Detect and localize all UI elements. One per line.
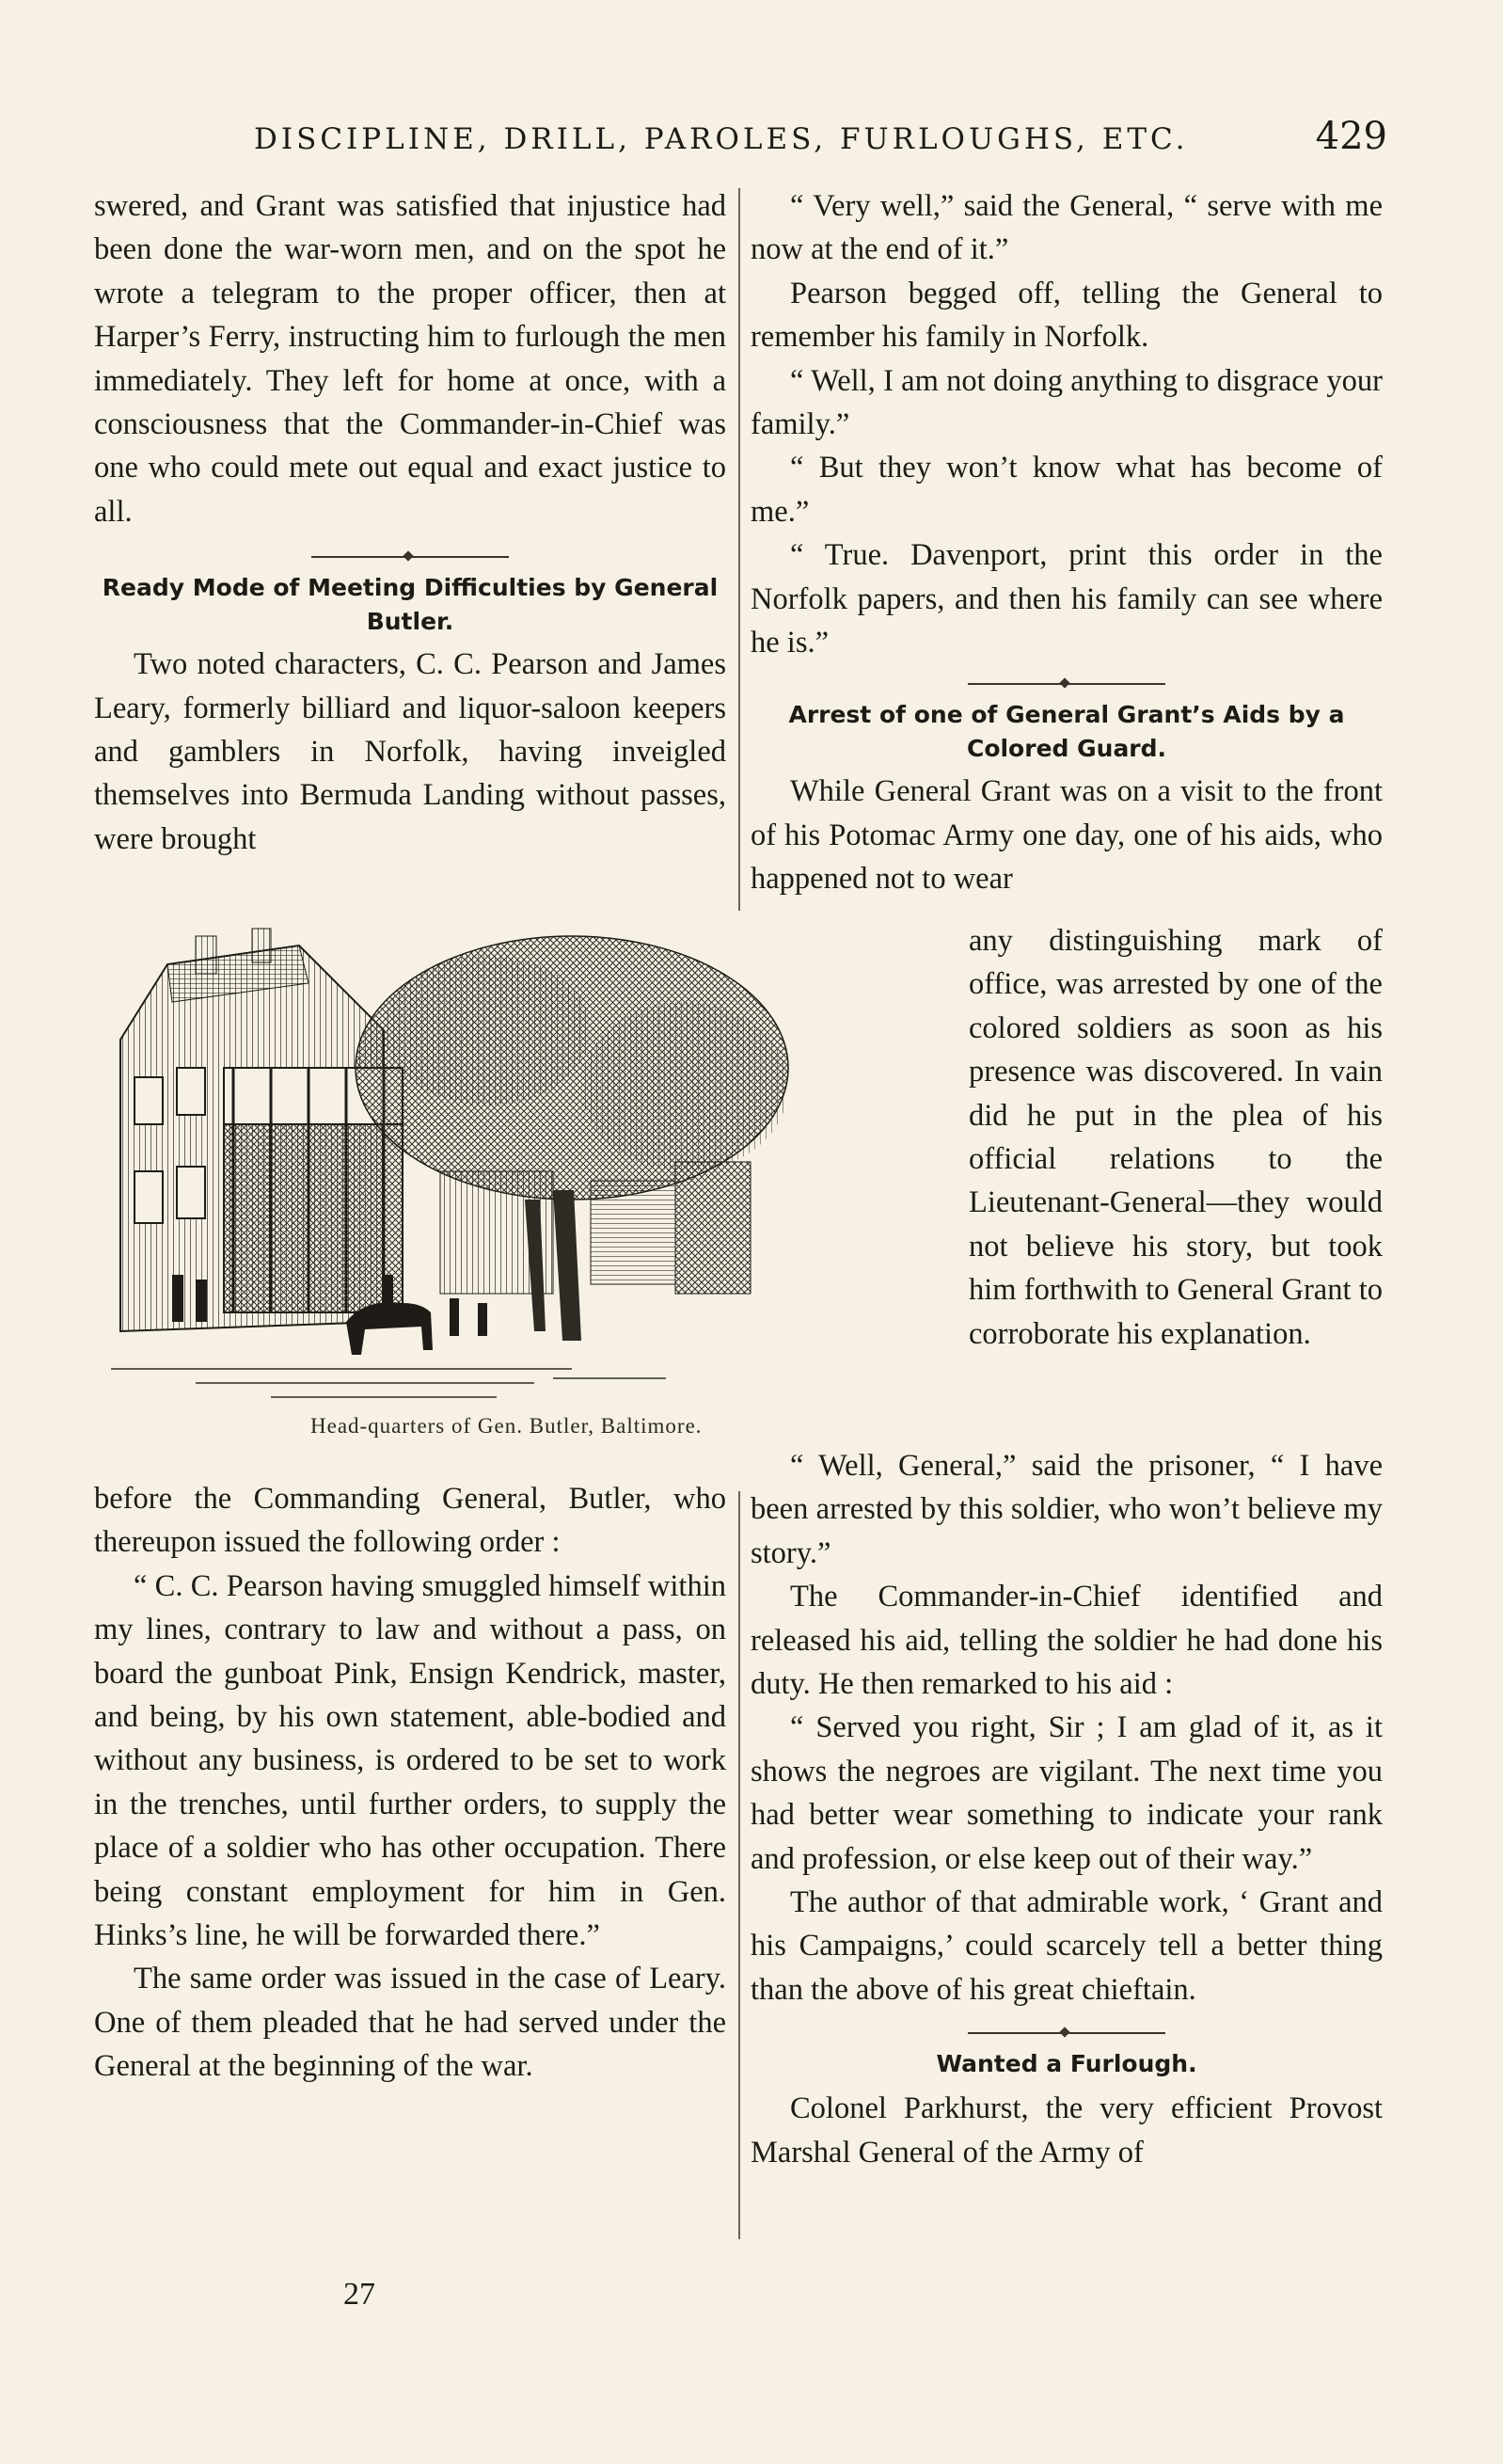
column-rule [738, 188, 740, 911]
paragraph: “ But they won’t know what has become of me.” [751, 451, 1383, 529]
paragraph: Pearson begged off, telling the General to remember his family in Norfolk. [751, 276, 1383, 355]
right-column-top [751, 184, 1383, 901]
left-column-top [94, 184, 726, 861]
paragraph: The same order was issued in the case of Leary. One of them pleaded that he had served under the General at the beginning of the war. [94, 1962, 726, 2084]
paragraph: “ Served you right, Sir ; I am glad of it, as it shows the negroes are vigilant. The next time you had better wear something to indicate your rank and profession, or else keep out of their way.” [751, 1710, 1383, 1876]
paragraph: While General Grant was on a visit to the front of his Potomac Army one day, one of his aids, who happened not to wear [751, 774, 1383, 897]
page-header [212, 113, 1387, 166]
paragraph: “ Very well,” said the General, “ serve with me now at the end of it.” [751, 189, 1383, 267]
section-heading: Ready Mode of Meeting Difficulties by General Butler. [102, 574, 719, 636]
paragraph: Colonel Parkhurst, the very efficient Provost Marshal General of the Army of [751, 2091, 1383, 2170]
section-divider [311, 550, 509, 564]
paragraph: Two noted characters, C. C. Pearson and James Leary, formerly billiard and liquor-saloon keepers and gamblers in Norfolk, having inveigled themselves into Bermuda Landing without passes, were brought [94, 647, 726, 856]
section-heading: Arrest of one of General Grant’s Aids by a Colored Guard. [788, 701, 1345, 763]
paragraph: swered, and Grant was satisfied that injustice had been done the war-worn men, and on the spot he wrote a telegram to the proper officer, then at Harper’s Ferry, instructing him to furlough the men immediately. They left for home at once, with a consciousness that the Commander-in-Chief was one who could mete out equal and exact justice to all. [94, 189, 726, 529]
paragraph: any distinguishing mark of office, was arrested by one of the colored soldiers as soon as his presence was discovered. In vain did he put in the plea of his official relations to the Lieutenant-General—they would not believe his story, but took him forthwith to General Grant to corroborate his explanation. [969, 924, 1383, 1351]
headquarters-engraving [83, 927, 1023, 1439]
section-divider [968, 2027, 1165, 2040]
right-column-bottom [751, 1444, 1383, 2174]
paragraph: “ C. C. Pearson having smuggled himself within my lines, contrary to law and without a pass, on board the gunboat Pink, Ensign Kendrick, master, and being, by his own statement, able-bodied and without any business, is ordered to be set to work in the trenches, until further orders, to supply the place of a soldier who has other occupation. There being constant employment for him in Gen. Hinks’s line, he will be forwarded there.” [94, 1568, 726, 1953]
section-divider [968, 677, 1165, 691]
illustration-caption: Head-quarters of Gen. Butler, Baltimore. [310, 1414, 703, 1438]
signature-mark: 27 [343, 2277, 375, 2312]
left-column-bottom [94, 1477, 726, 2089]
paragraph: “ Well, General,” said the prisoner, “ I have been arrested by this soldier, who won’t believe my story.” [751, 1449, 1383, 1570]
paragraph: “ True. Davenport, print this order in the Norfolk papers, and then his family can see where he is.” [751, 538, 1383, 660]
paragraph: The Commander-in-Chief identified and released his aid, telling the soldier he had done his duty. He then remarked to his aid : [751, 1580, 1383, 1702]
column-rule [738, 1491, 740, 2239]
section-heading: Wanted a Furlough. [936, 2050, 1197, 2078]
paragraph: before the Commanding General, Butler, who thereupon issued the following order : [94, 1482, 726, 1560]
paragraph: The author of that admirable work, ‘ Grant and his Campaigns,’ could scarcely tell a better thing than the above of his great chieftain. [751, 1885, 1383, 2007]
wrapped-paragraph [969, 919, 1383, 1356]
running-title: DISCIPLINE, DRILL, PAROLES, FURLOUGHS, ETC. [254, 122, 1189, 156]
page-number: 429 [1315, 115, 1387, 158]
paragraph: “ Well, I am not doing anything to disgrace your family.” [751, 363, 1383, 442]
